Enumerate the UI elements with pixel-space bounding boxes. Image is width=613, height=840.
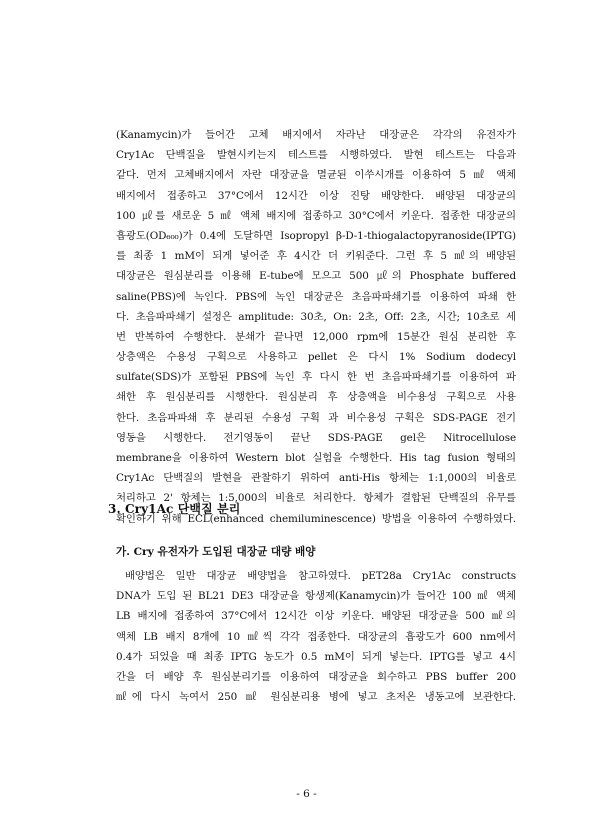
- text-line: (Kanamycin)가 들어간 고체 배지에서 자라난 대장균은 각각의 유전자가: [116, 129, 516, 141]
- paragraph-expression-test: [116, 125, 516, 529]
- text-line: 확인하기 위해 ECL(enhanced chemiluminescence) 방법을 이용하여 수행하였다.: [116, 512, 516, 525]
- text-line: 처리하고 2' 항체는 1:5,000의 비율로 처리한다. 항체가 결합된 단백질의 유무를: [116, 492, 516, 505]
- text-line: 번 반복하여 수행한다. 분쇄가 끝나면 12,000 rpm에 15분간 원심 분리한 후: [116, 330, 516, 343]
- text-line: 한다. 초음파파쇄 후 분리된 수용성 구획 과 비수용성 구획은 SDS-PAGE 전기: [116, 411, 516, 424]
- text-line: 간을 더 배양 후 원심분리기를 이용하여 대장균을 회수하고 PBS buffer 200: [116, 670, 516, 683]
- text-line: 0.4가 되었을 때 최종 IPTG 농도가 0.5 mM이 되게 넣는다. IPTG를 넣고 4시: [116, 650, 516, 663]
- text-line: saline(PBS)에 녹인다. PBS에 녹인 대장균은 초음파파쇄기를 이용하여 파쇄 한: [116, 290, 516, 303]
- text-line: Cry1Ac 단백질의 발현을 관찰하기 위하여 anti-His 항체는 1:1,000의 비율로: [116, 472, 516, 485]
- text-line: membrane을 이용하여 Western blot 실험을 수행한다. His tag fusion 형태의: [116, 452, 516, 464]
- paragraph-mass-culture: [116, 566, 516, 707]
- page-number: - 6 -: [296, 788, 317, 800]
- text-line: 다. 초음파파쇄기 설정은 amplitude: 30초, On: 2초, Off: 2초, 시간; 10초로 세: [116, 310, 516, 323]
- text-line: 배양법은 일반 대장균 배양법을 참고하였다. pET28a Cry1Ac constructs: [125, 570, 516, 582]
- text-line: Cry1Ac 단백질을 발현시키는지 테스트를 시행하였다. 발현 테스트는 다음과: [116, 149, 516, 162]
- subsection-heading: 가. Cry 유전자가 도입된 대장균 대량 배양: [116, 546, 316, 558]
- text-line: 100 ㎕를 새로운 5 ㎖ 액체 배지에 접종하고 30°C에서 키운다. 접종한 대장균의: [116, 209, 516, 222]
- text-line: sulfate(SDS)가 포함된 PBS에 녹인 후 다시 한 번 초음파파쇄기를 이용하여 파: [116, 371, 516, 384]
- text-line: 대장균은 원심분리를 이용해 E-tube에 모으고 500 ㎕의 Phosphate buffered: [116, 270, 516, 283]
- text-line: 흡광도(OD₆₀₀)가 0.4에 도달하면 Isopropyl β-D-1-thiogalactopyranoside(IPTG): [116, 229, 516, 242]
- text-line: 액체 LB 배지 8개에 10 ㎖씩 각각 접종한다. 대장균의 흡광도가 600 nm에서: [116, 630, 516, 643]
- text-line: 쇄한 후 원심분리를 시행한다. 원심분리 후 상층액을 비수용성 구획으로 사용: [116, 391, 516, 404]
- text-line: LB 배지에 접종하여 37°C에서 12시간 이상 키운다. 배양된 대장균을 500 ㎖의: [116, 610, 516, 623]
- text-line: 영동을 시행한다. 전기영동이 끝난 SDS-PAGE gel은 Nitrocellulose: [116, 431, 516, 444]
- text-line: 배지에서 접종하고 37°C에서 12시간 이상 진탕 배양한다. 배양된 대장균의: [116, 189, 516, 202]
- text-line: 상층액은 수용성 구획으로 사용하고 pellet 은 다시 1% Sodium dodecyl: [116, 351, 516, 364]
- text-line: 를 최종 1 mM이 되게 넣어준 후 4시간 더 키워준다. 그런 후 5 ㎖의 배양된: [116, 250, 516, 263]
- text-line: DNA가 도입 된 BL21 DE3 대장균을 항생제(Kanamycin)가 들어간 100 ㎖ 액체: [116, 590, 516, 603]
- text-line: ㎖에 다시 녹여서 250 ㎖ 원심분리용 병에 넣고 초저온 냉동고에 보관한다.: [116, 691, 516, 704]
- text-line: 같다. 먼저 고체배지에서 자란 대장균을 멸균된 이쑤시개를 이용하여 5 ㎖ 액체: [116, 169, 516, 182]
- section-heading: 3. Cry1Ac 단백질 분리: [108, 502, 241, 516]
